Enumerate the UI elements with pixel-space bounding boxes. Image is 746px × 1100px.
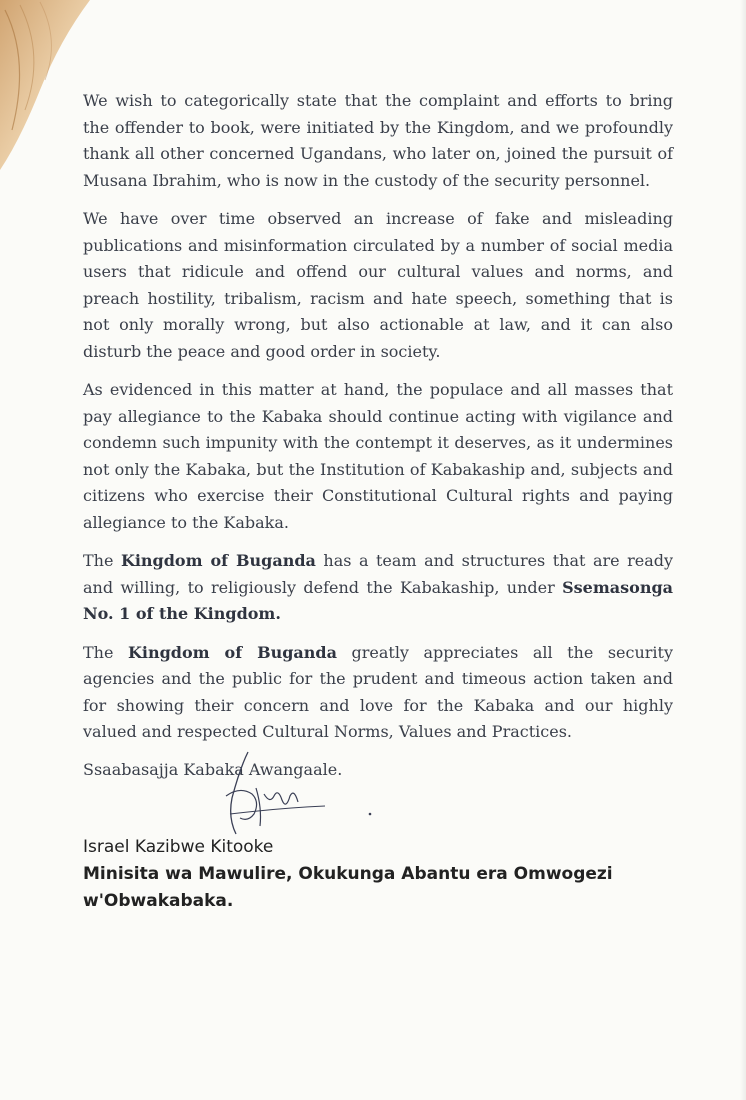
paragraph-2 (83, 206, 673, 365)
closing-line: Ssaabasajja Kabaka Awangaale. (83, 760, 343, 779)
signatory-title-line-2: w'Obwakabaka. (83, 891, 234, 911)
bold-phrase: Ssemasonga No. 1 of the Kingdom. (83, 577, 673, 623)
signatory-title-line-1: Minisita wa Mawulire, Okukunga Abantu era Omwogezi (83, 864, 613, 884)
corner-decoration (0, 0, 90, 170)
text-run: has a team and structures that are ready and willing, to religiously defend the Kabakaship, under (83, 551, 674, 597)
bold-phrase: Kingdom of Buganda (127, 642, 337, 662)
paragraph-4 (83, 548, 673, 628)
text-run: The (83, 642, 128, 662)
bold-phrase: Kingdom of Buganda (120, 551, 316, 570)
text-run: As evidenced in this matter at hand, the populace and all masses that pay allegiance to the Kabaka should continue acting with vigilance and condemn such impunity with the contempt it deserves, as it undermines not only the Kabaka, but the Institution of Kabakaship and, subjects and citizens who exercise their Constitutional Cultural rights and paying allegiance to the Kabaka. (83, 380, 673, 532)
letter-body (83, 88, 673, 758)
paragraph-5 (83, 640, 673, 746)
text-run: We have over time observed an increase of fake and misleading publications and misinformation circulated by a number of social media users that ridicule and offend our cultural values and norms, and preach hostility, tribalism, racism and hate speech, something that is not only morally wrong, but also actionable at law, and it can also disturb the peace and good order in society. (83, 209, 673, 361)
paragraph-3 (83, 377, 673, 536)
signatory-block (83, 834, 613, 915)
page-edge-shadow (740, 0, 746, 1100)
text-run: The (83, 551, 121, 570)
text-run: We wish to categorically state that the complaint and efforts to bring the offender to book, were initiated by the Kingdom, and we profoundly thank all other concerned Ugandans, who later on, joined the pursuit of Musana Ibrahim, who is now in the custody of the security personnel. (83, 91, 673, 190)
text-run: greatly appreciates all the security agencies and the public for the prudent and timeous action taken and for showing their concern and love for the Kabaka and our highly valued and respected Cultural Norms, Values and Practices. (83, 642, 674, 741)
paragraph-1 (83, 88, 673, 194)
signatory-name: Israel Kazibwe Kitooke (83, 837, 274, 857)
handwritten-signature (170, 748, 390, 843)
